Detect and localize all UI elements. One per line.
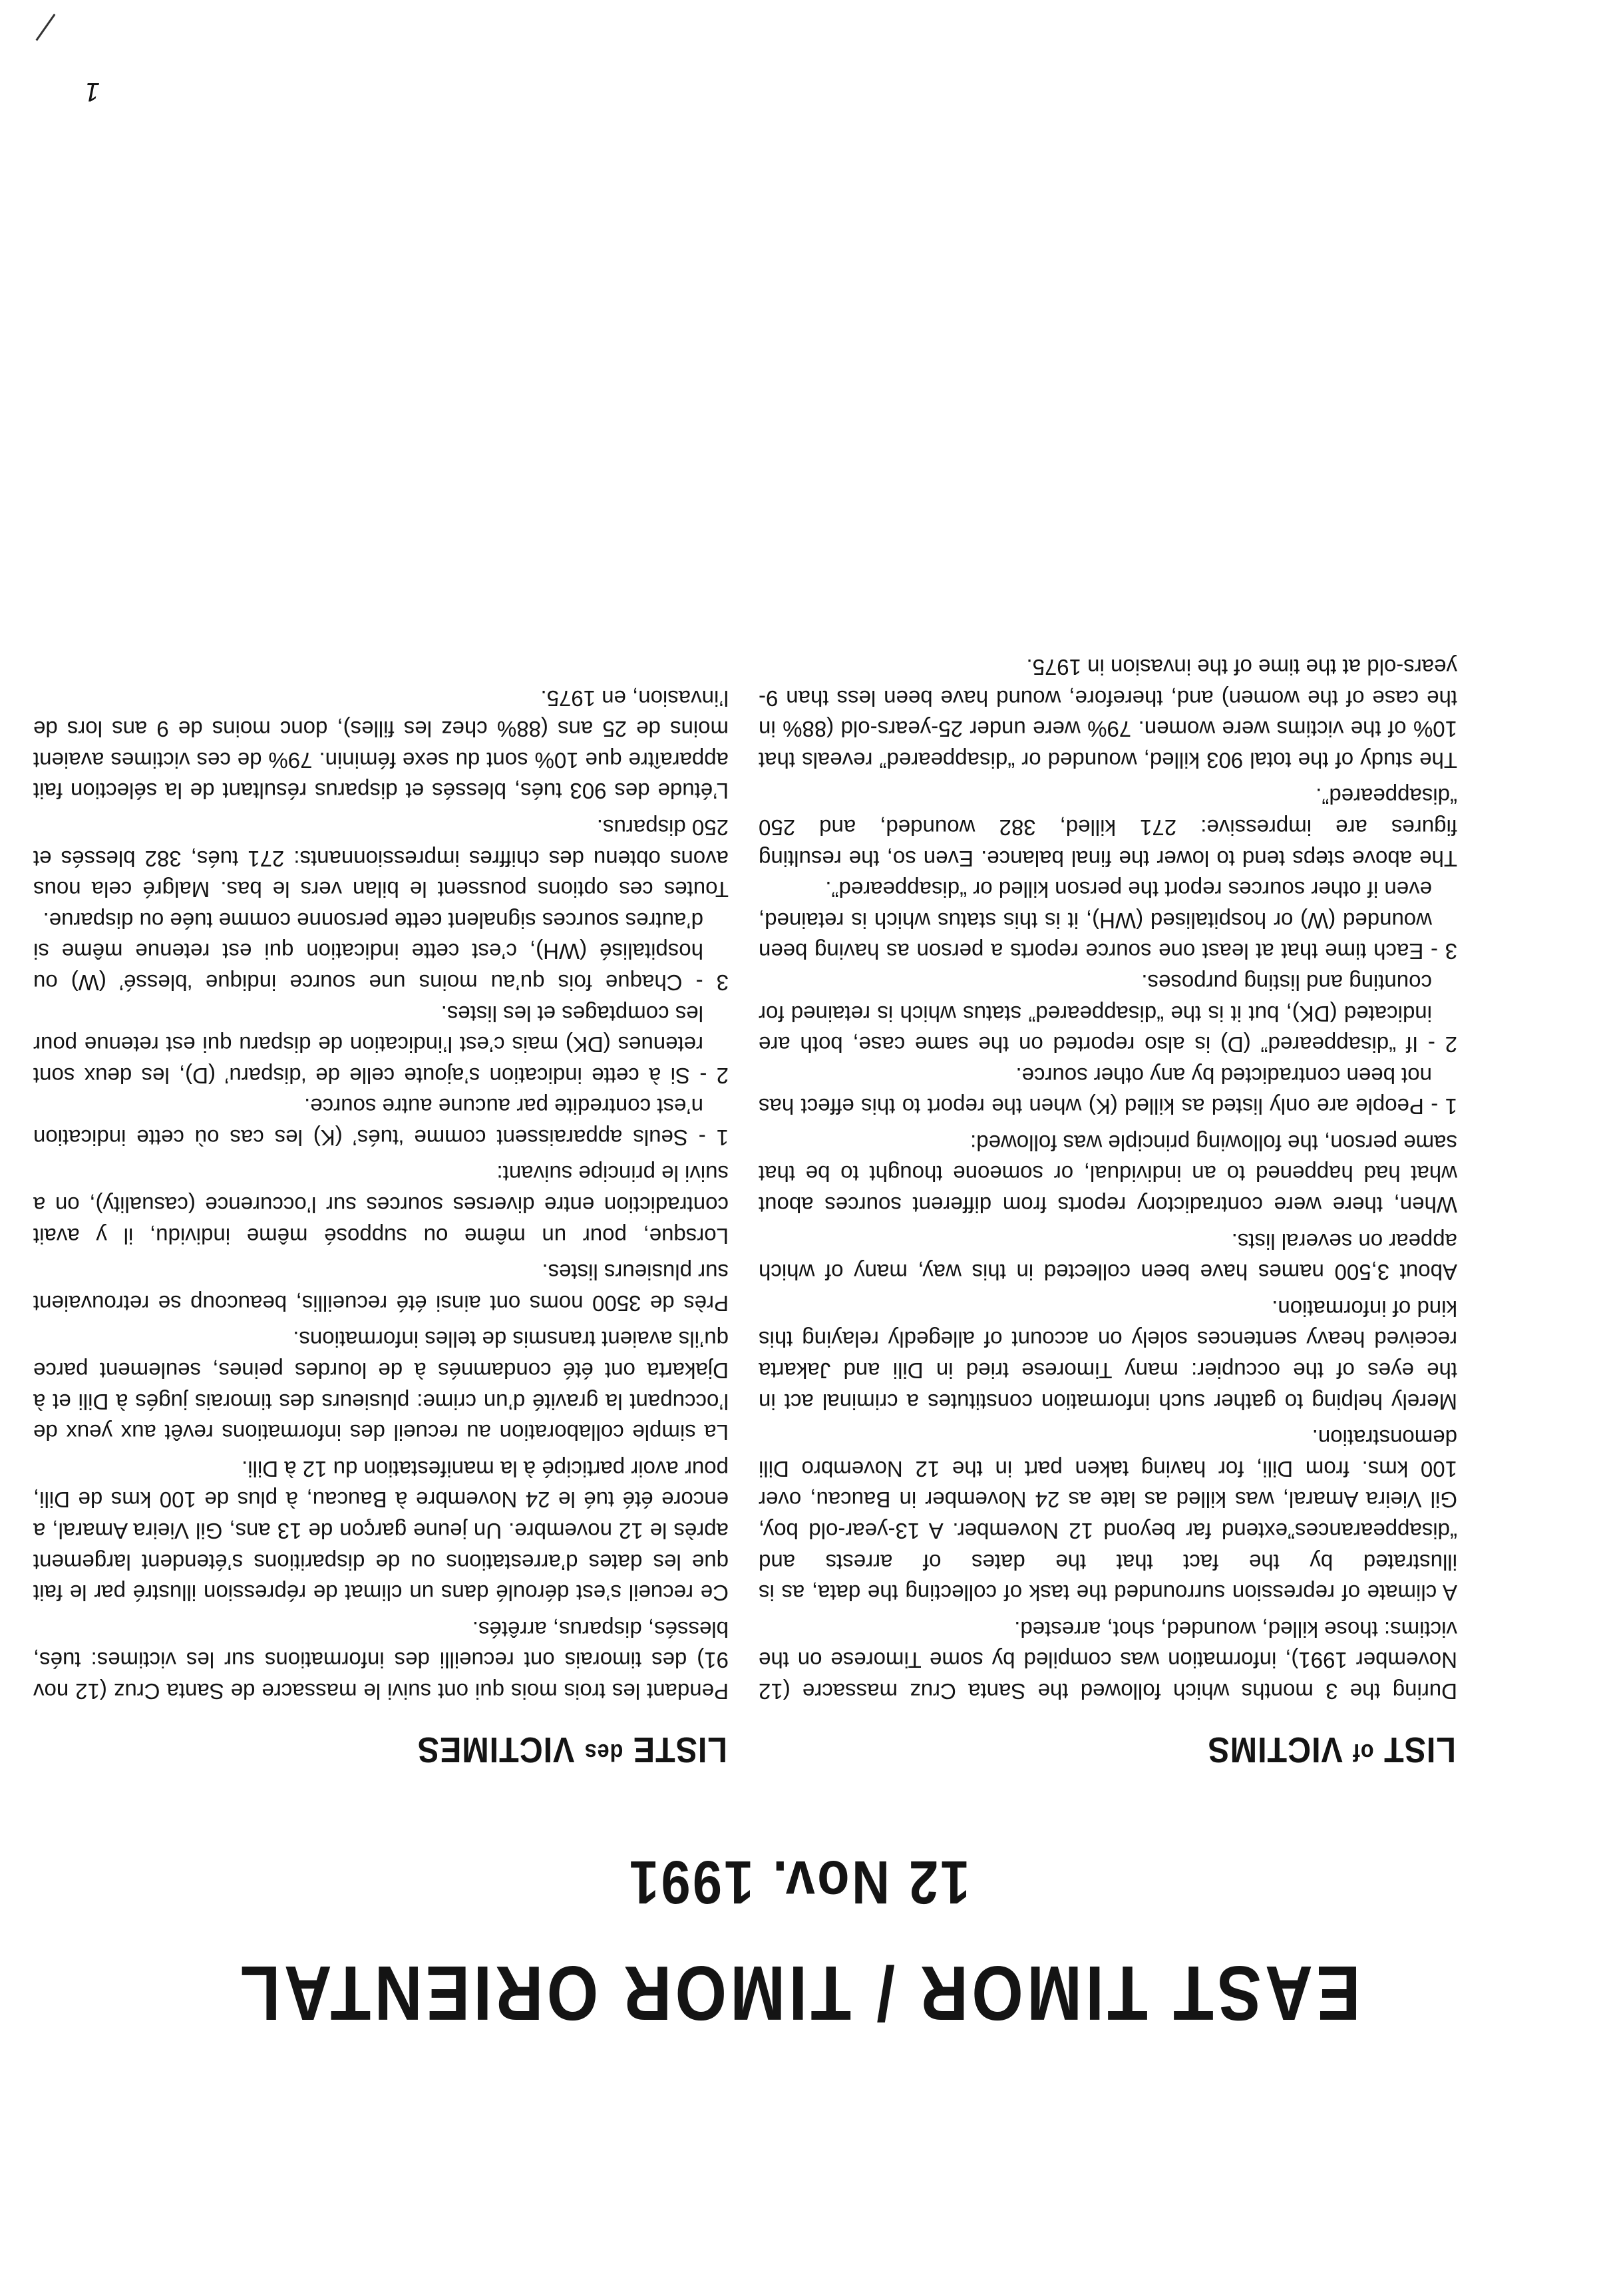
french-heading-liste: LISTE	[632, 1730, 727, 1770]
english-column	[759, 646, 1457, 1770]
english-heading-victims: VICTIMS	[1207, 1730, 1343, 1770]
french-paragraph-1: Pendant les trois mois qui ont suivi le massacre de Santa Cruz (12 nov 91) des timorais ont recueilli des informations sur les victimes: tués, blessés, disparus, arrêtés.	[33, 1617, 729, 1704]
english-rule-2: 2 - If “disappeared” (D) is also reported on the same case, both are indicated (DK), but it is the “disappeared” status which is retained for counting and listing purposes.	[759, 970, 1457, 1057]
french-heading-victimes: VICTIMES	[417, 1730, 575, 1770]
english-heading	[828, 1729, 1456, 1770]
english-rule-1: 1 - People are only listed as killed (K) when the report to this effect has not been contradicted by any other source.	[759, 1063, 1457, 1119]
english-paragraph-3: Merely helping to gather such information constitutes a criminal act in the eyes of the occupier: many Timorese tried in Dili and Jakarta received heavy sentences solely on account of allegedly relaying this kind of information.	[759, 1296, 1457, 1414]
english-rule-3: 3 - Each time that at least one source reports a person as having been wounded (W) or hospitalised (WH), it is this status which is retained, even if other sources report the person killed or “disappeared”.	[759, 877, 1457, 964]
document-title: EAST TIMOR / TIMOR ORIENTAL	[236, 1950, 1361, 2036]
french-paragraph-3: La simple collaboration au recueil des informations revêt aux yeux de l’occupant la gravité d’un crime: plusieurs des timorais jugés à Dili et à Djakarta ont été condamnés à de lourdes peines, seulement parce qu’ils avaient transmis de telles informations.	[33, 1327, 729, 1445]
french-paragraph-7: L’étude des 903 tués, blessés et disparus résultant de la sélection fait apparaître que 10% sont du sexe féminin. 79% de ces victimes avaient moins de 25 ans (88% chez les filles), donc moins de 9 ans lors de l’invasion, en 1975.	[33, 685, 729, 804]
french-paragraph-2: Ce recueil s’est déroulé dans un climat de répression illustré par le fait que les dates d’arrestations ou de disparitions s’étendent largement après le 12 novembre. Un jeune garçon de 13 ans, Gil Vieira Amaral, a encore été tué le 24 Novembre à Baucau, à plus de 100 kms de Dili, pour avoir participé à la manifestation du 12 à Dili.	[33, 1456, 729, 1606]
french-paragraph-4: Près de 3500 noms ont ainsi été recueillis, beaucoup se retrouvaient sur plusieurs listes.	[33, 1260, 729, 1316]
french-rule-3: 3 - Chaque fois qu’au moins une source indique ‘blessé’ (W) ou hospitalisé (WH), c’est cette indication qui est retenue même si d’autres sources signalent cette personne comme tuée ou disparue.	[33, 908, 729, 995]
french-paragraph-5: Lorsque, pour un même ou supposé même individu, il y avait contradiction entre diverses sources sur l’occurence (casuality), on a suivi le principe suivant:	[33, 1161, 729, 1248]
english-paragraph-1: During the 3 months which followed the Santa Cruz massacre (12 November 1991), information was compiled by some Timorese on the victims: those killed, wounded, shot, arrested.	[759, 1617, 1457, 1704]
french-heading-des: des	[584, 1739, 623, 1766]
english-paragraph-4: About 3,500 names have been collected in this way, many of which appear on several lists.	[759, 1229, 1457, 1285]
english-paragraph-5: When, there were contradictory reports from different sources about what had happened to an individual, or someone thought to be that same person, the following principle was followed:	[759, 1130, 1457, 1218]
english-paragraph-7: The study of the total 903 killed, wounded or “disappeared” reveals that 10% of the victims were women. 79% were under 25-years-old (88% in the case of the women) and, therefore, wound have been less than 9-years-old at the time of the invasion in 1975.	[759, 655, 1457, 773]
english-paragraph-2: A climate of repression surrounded the task of collecting the data, as is illustrated by the fact that the dates of arrests and “disappearances”extend far beyond 12 November. A 13-year-old boy, Gil Vieira Amaral, was killed as late as 24 November in Baucau, over 100 kms. from Dili, for having taken part in the 12 Novembro Dili demonstration.	[759, 1426, 1457, 1606]
french-column	[33, 677, 729, 1770]
english-paragraph-6: The above steps tend to lower the final balance. Even so, the resulting figures are impressive: 271 killed, 382 wounded, and 250 “disappeared”.	[759, 784, 1457, 871]
page-number: 1	[85, 77, 100, 106]
french-rule-1: 1 - Seuls apparaissent comme ‘tués’ (K) les cas où cette indication n’est contredite par aucune autre source.	[33, 1094, 729, 1150]
french-rule-2: 2 - Si à cette indication s’ajoute celle de ‘disparu’ (D), les deux sont retenues (DK) mais c’est l’indication de disparu qui est retenue pour les comptages et les listes.	[33, 1001, 729, 1088]
french-heading	[102, 1729, 727, 1770]
english-heading-list: LIST	[1383, 1730, 1456, 1770]
english-heading-of: of	[1352, 1739, 1374, 1766]
french-paragraph-6: Toutes ces options poussent le bilan vers le bas. Malgré cela nous avons obtenu des chiffres impressionnants: 271 tués, 382 blessés et 250 disparus.	[33, 815, 729, 902]
pen-mark	[36, 13, 56, 41]
document-date: 12 Nov. 1991	[627, 1848, 970, 1916]
